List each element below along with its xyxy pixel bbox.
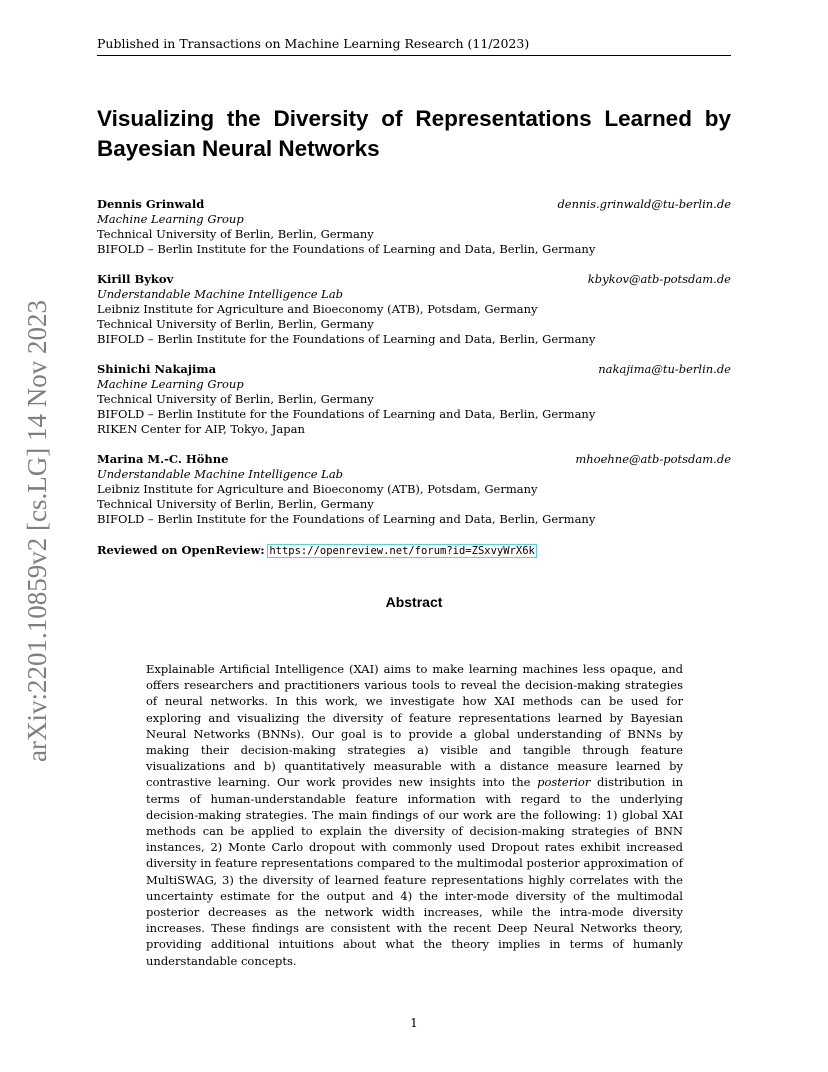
author-affiliation: Leibniz Institute for Agriculture and Bioeconomy (ATB), Potsdam, Germany	[97, 482, 538, 496]
author-name: Kirill Bykov	[97, 272, 174, 286]
author-affiliation: BIFOLD – Berlin Institute for the Foundations of Learning and Data, Berlin, Germany	[97, 512, 596, 526]
author-email[interactable]: nakajima@tu-berlin.de	[598, 362, 731, 376]
author-group: Understandable Machine Intelligence Lab	[97, 287, 344, 301]
author-affiliation: Technical University of Berlin, Berlin, Germany	[97, 317, 374, 331]
arxiv-identifier: arXiv:2201.10859v2 [cs.LG] 14 Nov 2023	[22, 300, 52, 762]
author-affiliation: Technical University of Berlin, Berlin, Germany	[97, 392, 374, 406]
openreview-link[interactable]: https://openreview.net/forum?id=ZSxvyWrX6k	[269, 545, 535, 557]
author-name: Dennis Grinwald	[97, 197, 205, 211]
abstract-heading: Abstract	[385, 594, 443, 610]
abstract-text: Explainable Artificial Intelligence (XAI) aims to make learning machines less opaque, and offers researchers and practitioners various tools to reveal the decision-making strategies of neural networks. In this work, we investigate how XAI methods can be used for exploring and visualizing the diversity of feature representations learned by Bayesian Neural Networks (BNNs). Our goal is to provide a global understanding of BNNs by making their decision-making strategies a) visible and tangible through feature visualizations and b) quantitatively measurable with a distance measure learned by contrastive learning. Our work provides new insights into the	[146, 662, 683, 790]
abstract-text-continued: distribution in terms of human-understandable feature information with regard to the underlying decision-making strategies. The main findings of our work are the following: 1) global XAI methods can be applied to explain the diversity of decision-making strategies of BNN instances, 2) Monte Carlo dropout with commonly used Dropout rates exhibit increased diversity in feature representations compared to the multimodal posterior approximation of MultiSWAG, 3) the diversity of learned feature representations highly correlates with the uncertainty estimate for the output and 4) the inter-mode diversity of the multimodal posterior decreases as the network width increases, while the intra-mode diversity increases. These findings are consistent with the recent Deep Neural Networks theory, providing additional intuitions about what the theory implies in terms of humanly understandable concepts.	[146, 775, 683, 968]
openreview-label: Reviewed on OpenReview:	[97, 543, 265, 557]
author-group: Machine Learning Group	[97, 212, 244, 226]
author-group: Machine Learning Group	[97, 377, 244, 391]
journal-header: Published in Transactions on Machine Learning Research (11/2023)	[97, 36, 731, 56]
author-block	[97, 197, 731, 257]
abstract-body	[146, 661, 683, 969]
paper-title: Visualizing the Diversity of Representations Learned by Bayesian Neural Networks	[97, 106, 731, 161]
author-email[interactable]: mhoehne@atb-potsdam.de	[575, 452, 731, 466]
author-affiliation: BIFOLD – Berlin Institute for the Foundations of Learning and Data, Berlin, Germany	[97, 332, 596, 346]
author-block	[97, 362, 731, 437]
author-block	[97, 452, 731, 527]
author-affiliation: Technical University of Berlin, Berlin, Germany	[97, 227, 374, 241]
page-number: 1	[410, 1016, 418, 1030]
author-affiliation: BIFOLD – Berlin Institute for the Foundations of Learning and Data, Berlin, Germany	[97, 242, 596, 256]
author-affiliation: RIKEN Center for AIP, Tokyo, Japan	[97, 422, 305, 436]
author-name: Marina M.-C. Höhne	[97, 452, 229, 466]
author-affiliation: Leibniz Institute for Agriculture and Bioeconomy (ATB), Potsdam, Germany	[97, 302, 538, 316]
author-affiliation: BIFOLD – Berlin Institute for the Foundations of Learning and Data, Berlin, Germany	[97, 407, 596, 421]
author-group: Understandable Machine Intelligence Lab	[97, 467, 344, 481]
author-name: Shinichi Nakajima	[97, 362, 217, 376]
openreview-line	[97, 542, 536, 559]
author-affiliation: Technical University of Berlin, Berlin, Germany	[97, 497, 374, 511]
author-email[interactable]: kbykov@atb-potsdam.de	[587, 272, 731, 286]
author-block	[97, 272, 731, 347]
abstract-emphasis: posterior	[537, 775, 591, 790]
author-email[interactable]: dennis.grinwald@tu-berlin.de	[557, 197, 731, 211]
